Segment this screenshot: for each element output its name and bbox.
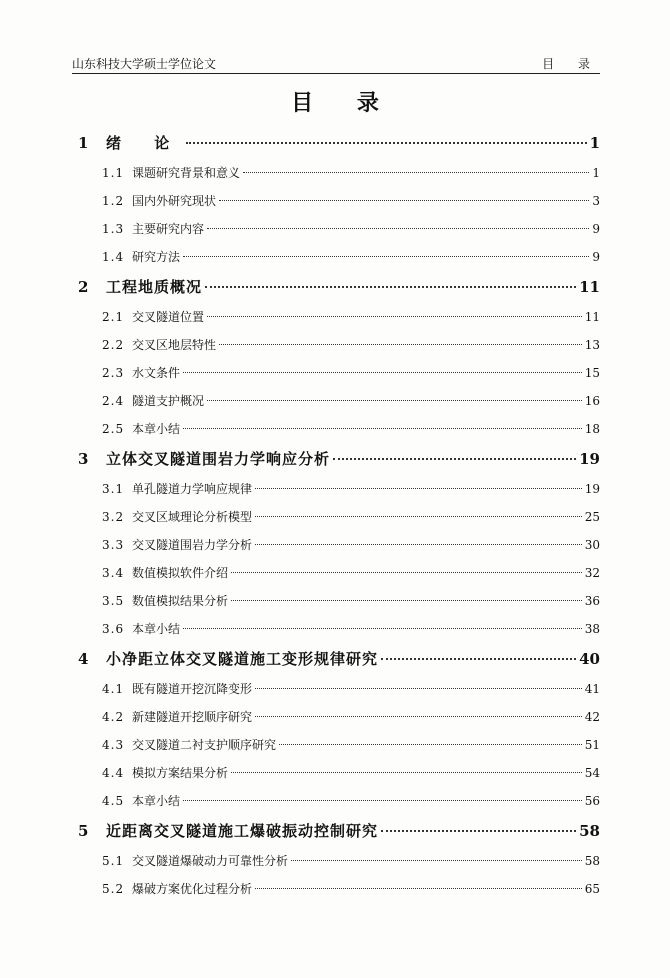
toc-dot-leader xyxy=(381,658,576,660)
toc-entry-number: 3 xyxy=(78,450,89,468)
toc-chapter-entry[interactable] xyxy=(78,127,600,159)
toc-page-number: 19 xyxy=(579,450,600,468)
toc-page-number: 54 xyxy=(584,766,600,780)
toc-entry-title: 工程地质概况 xyxy=(106,278,203,296)
toc-page-number: 32 xyxy=(584,566,600,580)
toc-dot-leader xyxy=(219,200,589,201)
toc-section-entry[interactable] xyxy=(78,587,600,615)
toc-section-entry[interactable] xyxy=(78,415,600,443)
toc-entry-title: 交叉隧道位置 xyxy=(132,310,205,324)
toc-dot-leader xyxy=(183,372,582,373)
toc-dot-leader xyxy=(183,628,582,629)
toc-entry-number: 2 xyxy=(78,278,89,296)
toc-entry-title: 交叉隧道二衬支护顺序研究 xyxy=(132,738,277,752)
toc-page-number: 9 xyxy=(592,250,600,264)
toc-page-number: 65 xyxy=(584,882,600,896)
toc-dot-leader xyxy=(255,716,582,717)
toc-page-number: 1 xyxy=(592,166,600,180)
table-of-contents xyxy=(78,127,600,903)
toc-entry-number: 2.5 xyxy=(102,422,125,436)
toc-entry-title: 小净距立体交叉隧道施工变形规律研究 xyxy=(106,650,379,668)
toc-page-number: 9 xyxy=(592,222,600,236)
toc-page-number: 58 xyxy=(579,822,600,840)
toc-page-number: 18 xyxy=(584,422,600,436)
toc-chapter-entry[interactable] xyxy=(78,443,600,475)
toc-entry-title: 交叉区域理论分析模型 xyxy=(132,510,253,524)
toc-entry-number: 2.1 xyxy=(102,310,125,324)
toc-entry-title: 本章小结 xyxy=(132,622,181,636)
toc-entry-number: 3.3 xyxy=(102,538,125,552)
toc-section-entry[interactable] xyxy=(78,731,600,759)
toc-entry-number: 3.2 xyxy=(102,510,125,524)
toc-entry-title: 数值模拟结果分析 xyxy=(132,594,229,608)
toc-page-number: 30 xyxy=(584,538,600,552)
toc-entry-title: 数值模拟软件介绍 xyxy=(132,566,229,580)
toc-section-entry[interactable] xyxy=(78,159,600,187)
toc-entry-number: 5.2 xyxy=(102,882,125,896)
toc-section-entry[interactable] xyxy=(78,703,600,731)
toc-entry-number: 5.1 xyxy=(102,854,125,868)
toc-entry-number: 4.4 xyxy=(102,766,125,780)
page-title: 目 录 xyxy=(291,90,397,116)
toc-entry-number: 2.2 xyxy=(102,338,125,352)
toc-entry-title: 交叉隧道围岩力学分析 xyxy=(132,538,253,552)
toc-entry-number: 3.1 xyxy=(102,482,125,496)
toc-section-entry[interactable] xyxy=(78,475,600,503)
toc-section-entry[interactable] xyxy=(78,503,600,531)
toc-dot-leader xyxy=(207,228,589,229)
toc-entry-number: 4.1 xyxy=(102,682,125,696)
toc-section-entry[interactable] xyxy=(78,187,600,215)
toc-dot-leader xyxy=(255,516,582,517)
toc-entry-title: 爆破方案优化过程分析 xyxy=(132,882,253,896)
toc-entry-title: 交叉区地层特性 xyxy=(132,338,217,352)
toc-entry-title: 主要研究内容 xyxy=(132,222,205,236)
header-section-name: 目 录 xyxy=(542,57,600,71)
toc-section-entry[interactable] xyxy=(78,559,600,587)
toc-section-entry[interactable] xyxy=(78,331,600,359)
toc-page-number: 1 xyxy=(589,134,600,152)
toc-entry-title: 本章小结 xyxy=(132,422,181,436)
toc-entry-title: 单孔隧道力学响应规律 xyxy=(132,482,253,496)
toc-dot-leader xyxy=(381,830,576,832)
toc-section-entry[interactable] xyxy=(78,875,600,903)
toc-dot-leader xyxy=(183,256,589,257)
toc-entry-number: 3.4 xyxy=(102,566,125,580)
toc-dot-leader xyxy=(207,316,582,317)
toc-chapter-entry[interactable] xyxy=(78,815,600,847)
toc-page-number: 15 xyxy=(584,366,600,380)
toc-entry-title: 交叉隧道爆破动力可靠性分析 xyxy=(132,854,289,868)
toc-section-entry[interactable] xyxy=(78,215,600,243)
toc-section-entry[interactable] xyxy=(78,303,600,331)
toc-page-number: 19 xyxy=(584,482,600,496)
toc-dot-leader xyxy=(186,142,586,144)
toc-section-entry[interactable] xyxy=(78,243,600,271)
toc-entry-title: 立体交叉隧道围岩力学响应分析 xyxy=(106,450,331,468)
toc-dot-leader xyxy=(231,600,582,601)
toc-dot-leader xyxy=(333,458,576,460)
toc-dot-leader xyxy=(255,888,582,889)
toc-dot-leader xyxy=(291,860,582,861)
toc-section-entry[interactable] xyxy=(78,387,600,415)
toc-dot-leader xyxy=(183,800,582,801)
toc-entry-number: 4.5 xyxy=(102,794,125,808)
toc-section-entry[interactable] xyxy=(78,359,600,387)
toc-entry-number: 2.4 xyxy=(102,394,125,408)
toc-page-number: 56 xyxy=(584,794,600,808)
toc-dot-leader xyxy=(255,488,582,489)
toc-entry-number: 1.1 xyxy=(102,166,125,180)
toc-entry-number: 2.3 xyxy=(102,366,125,380)
toc-page-number: 40 xyxy=(579,650,600,668)
toc-page-number: 3 xyxy=(592,194,600,208)
toc-entry-number: 5 xyxy=(78,822,89,840)
toc-dot-leader xyxy=(255,544,582,545)
toc-page-number: 51 xyxy=(584,738,600,752)
toc-entry-number: 4 xyxy=(78,650,89,668)
toc-entry-number: 4.2 xyxy=(102,710,125,724)
toc-entry-title: 研究方法 xyxy=(132,250,181,264)
toc-entry-number: 1.4 xyxy=(102,250,125,264)
toc-entry-title: 模拟方案结果分析 xyxy=(132,766,229,780)
toc-entry-number: 3.5 xyxy=(102,594,125,608)
toc-page-number: 25 xyxy=(584,510,600,524)
toc-entry-title: 本章小结 xyxy=(132,794,181,808)
toc-entry-number: 1.3 xyxy=(102,222,125,236)
toc-page-number: 13 xyxy=(584,338,600,352)
toc-entry-number: 1.2 xyxy=(102,194,125,208)
toc-dot-leader xyxy=(231,772,582,773)
toc-page-number: 11 xyxy=(579,278,600,296)
toc-section-entry[interactable] xyxy=(78,615,600,643)
toc-dot-leader xyxy=(219,344,582,345)
toc-page-number: 41 xyxy=(584,682,600,696)
toc-page-number: 11 xyxy=(584,310,600,324)
toc-dot-leader xyxy=(207,400,582,401)
toc-entry-title: 绪 论 xyxy=(106,134,184,152)
toc-page-number: 38 xyxy=(584,622,600,636)
toc-page-number: 58 xyxy=(584,854,600,868)
toc-chapter-entry[interactable] xyxy=(78,271,600,303)
toc-page-number: 42 xyxy=(584,710,600,724)
toc-entry-title: 国内外研究现状 xyxy=(132,194,217,208)
toc-entry-title: 近距离交叉隧道施工爆破振动控制研究 xyxy=(106,822,379,840)
header-thesis-title: 山东科技大学硕士学位论文 xyxy=(72,57,217,71)
toc-section-entry[interactable] xyxy=(78,847,600,875)
toc-section-entry[interactable] xyxy=(78,675,600,703)
toc-entry-number: 4.3 xyxy=(102,738,125,752)
toc-page-number: 36 xyxy=(584,594,600,608)
toc-dot-leader xyxy=(243,172,589,173)
toc-entry-title: 水文条件 xyxy=(132,366,181,380)
toc-page-number: 16 xyxy=(584,394,600,408)
toc-dot-leader xyxy=(205,286,576,288)
toc-chapter-entry[interactable] xyxy=(78,643,600,675)
toc-entry-number: 3.6 xyxy=(102,622,125,636)
toc-dot-leader xyxy=(255,688,582,689)
toc-entry-title: 课题研究背景和意义 xyxy=(132,166,241,180)
toc-section-entry[interactable] xyxy=(78,759,600,787)
toc-entry-title: 新建隧道开挖顺序研究 xyxy=(132,710,253,724)
toc-dot-leader xyxy=(183,428,582,429)
toc-section-entry[interactable] xyxy=(78,531,600,559)
toc-dot-leader xyxy=(231,572,582,573)
toc-section-entry[interactable] xyxy=(78,787,600,815)
running-header xyxy=(72,55,600,74)
toc-entry-title: 既有隧道开挖沉降变形 xyxy=(132,682,253,696)
toc-entry-title: 隧道支护概况 xyxy=(132,394,205,408)
toc-dot-leader xyxy=(279,744,582,745)
toc-entry-number: 1 xyxy=(78,134,89,152)
